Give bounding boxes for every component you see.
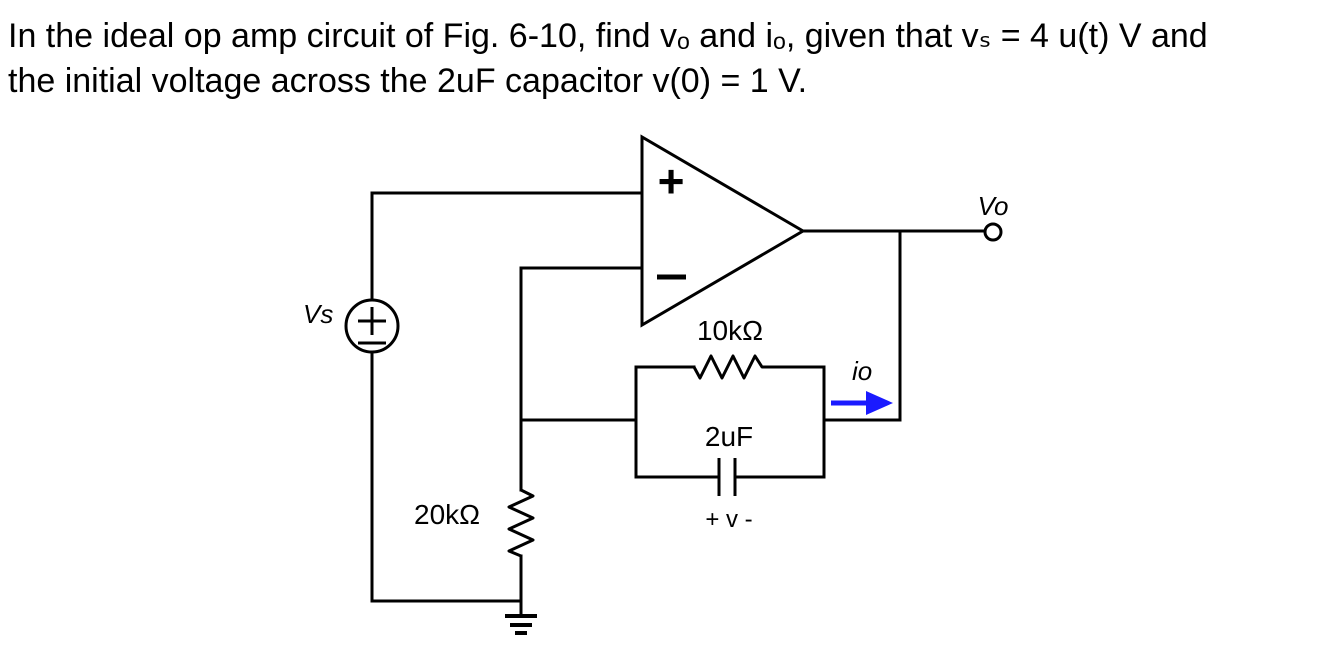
resistor-ground-label: 20kΩ: [414, 499, 481, 530]
opamp-plus-sign: +: [657, 155, 685, 207]
source-label: Vs: [303, 299, 334, 329]
current-label: io: [852, 356, 873, 386]
capacitor-label: 2uF: [704, 421, 754, 452]
wire-feedback-to-output: [824, 231, 900, 420]
wire-minus-to-node: [521, 268, 642, 490]
voltage-source-icon: [346, 300, 398, 352]
output-terminal-icon: [985, 224, 1001, 240]
problem-line-2: the initial voltage across the 2uF capacitor v(0) = 1 V.: [8, 62, 808, 100]
resistor-icon: [509, 490, 533, 556]
capacitor-icon: [719, 458, 735, 496]
ground-icon: [505, 616, 537, 633]
current-arrow-icon: [831, 391, 893, 415]
problem-line-1: In the ideal op amp circuit of Fig. 6-10, find vₒ and iₒ, given that vₛ = 4 u(t) V and: [8, 17, 1208, 55]
circuit-wires: [372, 193, 985, 615]
wire-vs-to-ground: [372, 352, 520, 601]
resistor-icon: [694, 356, 768, 378]
capacitor-polarity-label: + v -: [705, 506, 753, 533]
wire-vs-to-plus: [372, 193, 642, 300]
resistor-feedback-label: 10kΩ: [696, 315, 764, 346]
output-label: Vo: [977, 191, 1009, 221]
opamp-icon: [642, 137, 803, 325]
